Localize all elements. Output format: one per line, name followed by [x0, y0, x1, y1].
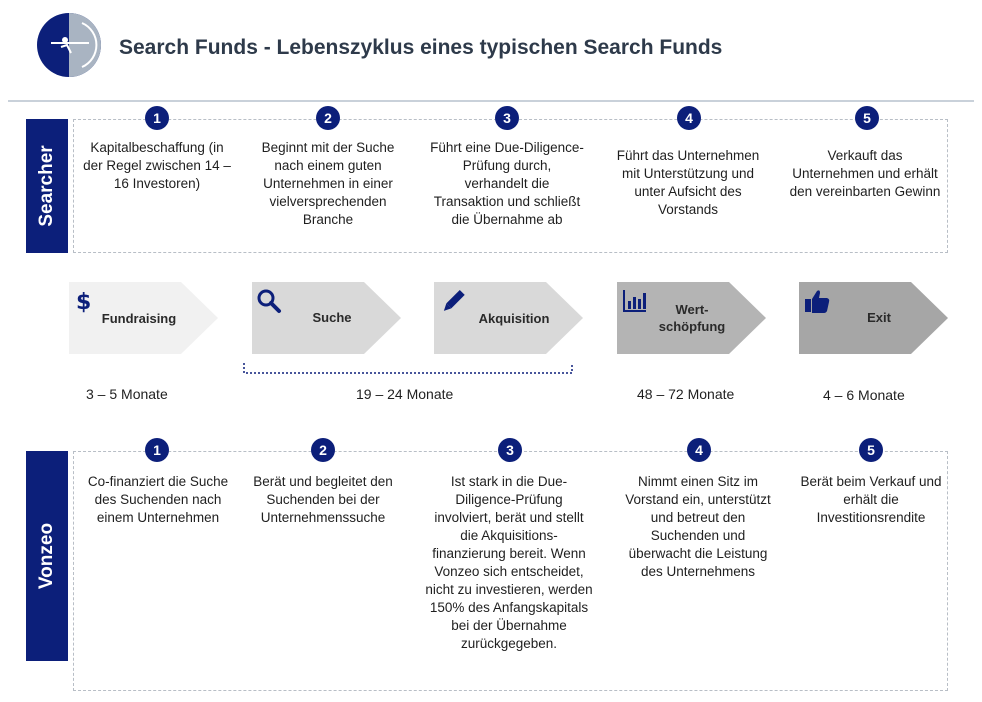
searcher-step-2-badge: 2	[316, 106, 340, 130]
vonzeo-step-3-badge: 3	[498, 438, 522, 462]
duration-search-acquisition: 19 – 24 Monate	[356, 386, 454, 402]
phase-wertschoepfung-label	[642, 301, 742, 335]
duration-fundraising: 3 – 5 Monate	[86, 386, 168, 402]
vonzeo-step-3-text: Ist stark in die Due-Diligence-Prüfung involviert, berät und stellt die Akquisitions-finanzierung bereit. Wenn Vonzeo sich entscheidet, nicht zu investieren, werden 150% des Anfangskapitals bei der Übernahme zurückgegeben.	[425, 474, 593, 651]
searcher-step-1-badge: 1	[145, 106, 169, 130]
searcher-step-3-badge: 3	[495, 106, 519, 130]
phase-exit	[799, 282, 948, 354]
vonzeo-step-4-badge: 4	[687, 438, 711, 462]
vonzeo-step-2-badge: 2	[311, 438, 335, 462]
phase-fundraising-label: Fundraising	[101, 311, 177, 326]
vonzeo-step-2-text: Berät und begleitet den Suchenden bei der Unternehmenssuche	[253, 474, 393, 525]
phase-suche-label: Suche	[312, 310, 352, 325]
phase-akquisition-label: Akquisition	[478, 311, 550, 326]
phase-suche	[252, 282, 401, 354]
vonzeo-step-5-badge: 5	[859, 438, 883, 462]
vonzeo-label: Vonzeo	[36, 522, 57, 590]
phase-wertschoepfung-label-line1: Wert-	[675, 302, 709, 317]
searcher-step-5-badge: 5	[855, 106, 879, 130]
phase-wertschoepfung	[617, 282, 766, 354]
searcher-step-1-text: Kapitalbeschaffung (in der Regel zwischen 14 – 16 Investoren)	[83, 140, 231, 191]
phase-fundraising	[69, 282, 218, 354]
search-icon	[256, 288, 282, 314]
company-logo	[37, 13, 101, 77]
phase-exit-label: Exit	[867, 310, 891, 325]
thumbs-up-icon	[803, 288, 829, 314]
page-title: Search Funds - Lebenszyklus eines typischen Search Funds	[119, 36, 723, 59]
phase-akquisition	[434, 282, 583, 354]
searcher-step-5-text: Verkauft das Unternehmen und erhält den vereinbarten Gewinn	[789, 148, 941, 199]
svg-text:$: $	[76, 290, 92, 314]
searcher-step-4-text: Führt das Unternehmen mit Unterstützung und unter Aufsicht des Vorstands	[616, 148, 760, 217]
phase-wertschoepfung-label-line2: schöpfung	[658, 319, 726, 334]
duration-bracket	[243, 362, 573, 374]
vonzeo-step-5-text: Berät beim Verkauf und erhält die Investitionsrendite	[800, 474, 942, 525]
vonzeo-step-4-text: Nimmt einen Sitz im Vorstand ein, unterstützt und betreut den Suchenden und überwacht die Leistung des Unternehmens	[625, 474, 771, 579]
vonzeo-step-1-text: Co-finanziert die Suche des Suchenden nach einem Unternehmen	[87, 474, 229, 525]
vonzeo-sidebar-label	[26, 451, 68, 661]
searcher-step-2-text: Beginnt mit der Suche nach einem guten Unternehmen in einer vielversprechenden Branche	[261, 140, 395, 227]
vonzeo-step-1-badge: 1	[145, 438, 169, 462]
duration-exit: 4 – 6 Monate	[823, 387, 905, 403]
searcher-step-4-badge: 4	[677, 106, 701, 130]
searcher-sidebar-label	[26, 119, 68, 253]
duration-value-creation: 48 – 72 Monate	[637, 386, 735, 402]
pen-icon	[438, 288, 464, 314]
header-divider	[8, 100, 974, 102]
searcher-label: Searcher	[36, 145, 57, 227]
searcher-step-3-text: Führt eine Due-Diligence-Prüfung durch, verhandelt die Transaktion und schließt die Übernahme ab	[430, 140, 584, 227]
